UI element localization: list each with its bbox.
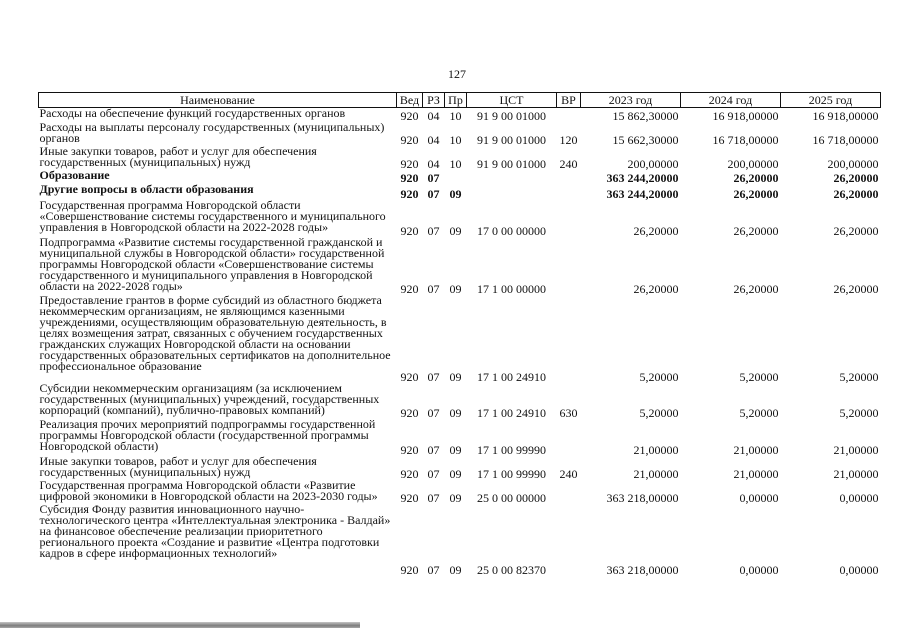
cell-y2023: 363 244,20000 xyxy=(606,186,679,201)
cell-y2025: 0,00000 xyxy=(839,562,879,577)
cell-vr xyxy=(557,480,581,504)
cell-rz: 04 xyxy=(427,156,440,171)
table-row xyxy=(39,237,881,295)
cell-vr xyxy=(557,504,581,576)
cell-cst: 17 1 00 99990 xyxy=(477,466,546,481)
cell-ved: 920 xyxy=(400,108,419,123)
cell-pr: 10 xyxy=(449,156,462,171)
cell-y2023: 15 862,30000 xyxy=(612,108,679,123)
cell-name: Субсидия Фонду развития инновационного научно-технологического центра «Интеллектуальная электроника - Валдай» на финансовое обеспечение реализации приоритетного регионального проекта «Создание и развитие «Центра подготовки кадров в сфере информационных технологий» xyxy=(39,501,391,560)
cell-ved: 920 xyxy=(400,442,419,457)
cell-y2023: 363 218,00000 xyxy=(606,562,679,577)
cell-y2023: 5,20000 xyxy=(639,369,679,384)
table-row xyxy=(39,122,881,146)
header-pr: Пр xyxy=(445,93,467,108)
cell-cst: 17 1 00 00000 xyxy=(477,281,546,296)
cell-rz: 07 xyxy=(427,562,440,577)
cell-cst: 17 0 00 00000 xyxy=(477,223,546,238)
table-row xyxy=(39,504,881,576)
cell-cst xyxy=(467,170,557,184)
table-row xyxy=(39,480,881,504)
cell-y2024: 26,20000 xyxy=(733,223,779,238)
cell-vr xyxy=(557,237,581,295)
cell-y2025: 26,20000 xyxy=(833,281,879,296)
cell-pr: 09 xyxy=(449,490,462,505)
cell-pr: 10 xyxy=(449,108,462,123)
cell-name: Расходы на выплаты персоналу государственных (муниципальных) органов xyxy=(39,119,385,145)
cell-name: Подпрограмма «Развитие системы государственной гражданской и муниципальной службы в Новгородской области» государственной программы Новгородской области «Совершенствование системы государственного и муниципального управления в Новгородской области на 2022-2028 годы» xyxy=(39,234,385,293)
cell-y2023: 21,00000 xyxy=(633,466,679,481)
cell-name: Иные закупки товаров, работ и услуг для обеспечения государственных (муниципальных) нужд xyxy=(39,143,317,169)
cell-rz: 07 xyxy=(427,490,440,505)
cell-name: Образование xyxy=(39,167,110,182)
cell-pr: 09 xyxy=(449,466,462,481)
cell-cst: 91 9 00 01000 xyxy=(477,132,546,147)
cell-rz: 07 xyxy=(427,442,440,457)
cell-cst: 91 9 00 01000 xyxy=(477,156,546,171)
table-row xyxy=(39,146,881,170)
cell-rz: 07 xyxy=(427,369,440,384)
cell-ved: 920 xyxy=(400,170,419,185)
cell-name: Другие вопросы в области образования xyxy=(39,181,254,196)
cell-cst xyxy=(467,184,557,200)
cell-ved: 920 xyxy=(400,223,419,238)
cell-vr xyxy=(557,108,581,122)
cell-y2025: 26,20000 xyxy=(833,223,879,238)
cell-rz: 07 xyxy=(427,466,440,481)
cell-ved: 920 xyxy=(400,562,419,577)
cell-y2024: 26,20000 xyxy=(733,281,779,296)
cell-name: Реализация прочих мероприятий подпрограммы государственной программы Новгородской области (государственной программы Новгородской области) xyxy=(39,416,376,453)
cell-pr: 09 xyxy=(449,369,462,384)
cell-pr: 09 xyxy=(449,223,462,238)
cell-pr: 09 xyxy=(449,405,462,420)
cell-vr xyxy=(557,200,581,237)
header-2025: 2025 год xyxy=(781,93,881,108)
cell-cst: 17 1 00 24910 xyxy=(477,369,546,384)
cell-y2025: 5,20000 xyxy=(839,369,879,384)
cell-name: Государственная программа Новгородской области «Совершенствование системы государственного и муниципального управления в Новгородской области на 2022-2028 годы» xyxy=(39,197,386,234)
cell-pr: 09 xyxy=(449,562,462,577)
table-row xyxy=(39,419,881,456)
cell-name: Расходы на обеспечение функций государственных органов xyxy=(39,106,346,120)
cell-rz: 07 xyxy=(427,281,440,296)
cell-name: Государственная программа Новгородской области «Развитие цифровой экономики в Новгородской области на 2023-2030 годы» xyxy=(39,477,378,503)
cell-vr xyxy=(557,295,581,383)
cell-vr xyxy=(557,184,581,200)
cell-y2025: 5,20000 xyxy=(839,405,879,420)
cell-vr: 240 xyxy=(559,156,578,171)
cell-y2024: 21,00000 xyxy=(733,466,779,481)
table-row xyxy=(39,295,881,383)
cell-ved: 920 xyxy=(400,156,419,171)
cell-vr xyxy=(557,419,581,456)
cell-rz: 07 xyxy=(427,186,440,201)
cell-cst: 25 0 00 00000 xyxy=(477,490,546,505)
cell-y2024: 0,00000 xyxy=(739,490,779,505)
cell-name: Предоставление грантов в форме субсидий из областного бюджета некоммерческим организациям, не являющимся казенными учреждениями, осуществляющим образовательную деятельность, в целях возмещения затрат, связанных с обучением государственных гражданских служащих Новгородской области на основании государственных образовательных сертификатов на дополнительное профессиональное образование xyxy=(39,292,391,373)
scan-edge-shadow xyxy=(0,622,360,628)
cell-y2023: 200,00000 xyxy=(627,156,679,171)
table-row xyxy=(39,383,881,419)
cell-y2025: 26,20000 xyxy=(833,186,879,201)
page-number: 127 xyxy=(448,67,466,81)
header-vr: ВР xyxy=(557,93,581,108)
cell-cst: 25 0 00 82370 xyxy=(477,562,546,577)
cell-y2025: 0,00000 xyxy=(839,490,879,505)
cell-y2023: 363 218,00000 xyxy=(606,490,679,505)
cell-ved: 920 xyxy=(400,186,419,201)
cell-cst: 17 1 00 24910 xyxy=(477,405,546,420)
cell-ved: 920 xyxy=(400,405,419,420)
cell-y2025: 16 718,00000 xyxy=(812,132,879,147)
cell-y2023: 21,00000 xyxy=(633,442,679,457)
header-name: Наименование xyxy=(39,93,397,108)
header-ved: Вед xyxy=(397,93,423,108)
cell-rz: 04 xyxy=(427,108,440,123)
cell-y2025: 21,00000 xyxy=(833,442,879,457)
cell-name: Субсидии некоммерческим организациям (за исключением государственных (муниципальных) учреждений, государственных корпораций (компаний), публично-правовых компаний) xyxy=(39,380,380,417)
cell-y2023: 15 662,30000 xyxy=(612,132,679,147)
cell-pr: 09 xyxy=(449,281,462,296)
header-2023: 2023 год xyxy=(581,93,681,108)
cell-y2025: 16 918,00000 xyxy=(812,108,879,123)
cell-pr: 09 xyxy=(449,186,462,201)
cell-y2025: 21,00000 xyxy=(833,466,879,481)
cell-y2023: 26,20000 xyxy=(633,281,679,296)
cell-ved: 920 xyxy=(400,369,419,384)
cell-y2024: 16 918,00000 xyxy=(712,108,779,123)
cell-y2024: 5,20000 xyxy=(739,405,779,420)
cell-ved: 920 xyxy=(400,281,419,296)
cell-y2025: 26,20000 xyxy=(833,170,879,185)
budget-table xyxy=(38,92,881,576)
cell-y2023: 5,20000 xyxy=(639,405,679,420)
cell-vr: 120 xyxy=(559,132,578,147)
cell-cst: 17 1 00 99990 xyxy=(477,442,546,457)
table-row xyxy=(39,200,881,237)
cell-y2023: 26,20000 xyxy=(633,223,679,238)
cell-y2024: 21,00000 xyxy=(733,442,779,457)
table-row xyxy=(39,456,881,480)
cell-y2024: 5,20000 xyxy=(739,369,779,384)
cell-y2024: 16 718,00000 xyxy=(712,132,779,147)
cell-cst: 91 9 00 01000 xyxy=(477,108,546,123)
cell-y2024: 26,20000 xyxy=(733,186,779,201)
cell-ved: 920 xyxy=(400,490,419,505)
cell-rz: 07 xyxy=(427,170,440,185)
cell-y2025: 200,00000 xyxy=(827,156,879,171)
cell-y2024: 0,00000 xyxy=(739,562,779,577)
cell-y2024: 26,20000 xyxy=(733,170,779,185)
header-2024: 2024 год xyxy=(681,93,781,108)
cell-rz: 04 xyxy=(427,132,440,147)
cell-name: Иные закупки товаров, работ и услуг для обеспечения государственных (муниципальных) нужд xyxy=(39,453,317,479)
cell-pr: 09 xyxy=(449,442,462,457)
cell-rz: 07 xyxy=(427,405,440,420)
cell-vr xyxy=(557,170,581,184)
header-cst: ЦСТ xyxy=(467,93,557,108)
cell-vr: 240 xyxy=(559,466,578,481)
cell-rz: 07 xyxy=(427,223,440,238)
cell-vr: 630 xyxy=(559,405,578,420)
cell-y2024: 200,00000 xyxy=(727,156,779,171)
cell-ved: 920 xyxy=(400,466,419,481)
header-rz: РЗ xyxy=(423,93,445,108)
cell-pr: 10 xyxy=(449,132,462,147)
cell-y2023: 363 244,20000 xyxy=(606,170,679,185)
cell-ved: 920 xyxy=(400,132,419,147)
cell-pr xyxy=(445,170,467,184)
